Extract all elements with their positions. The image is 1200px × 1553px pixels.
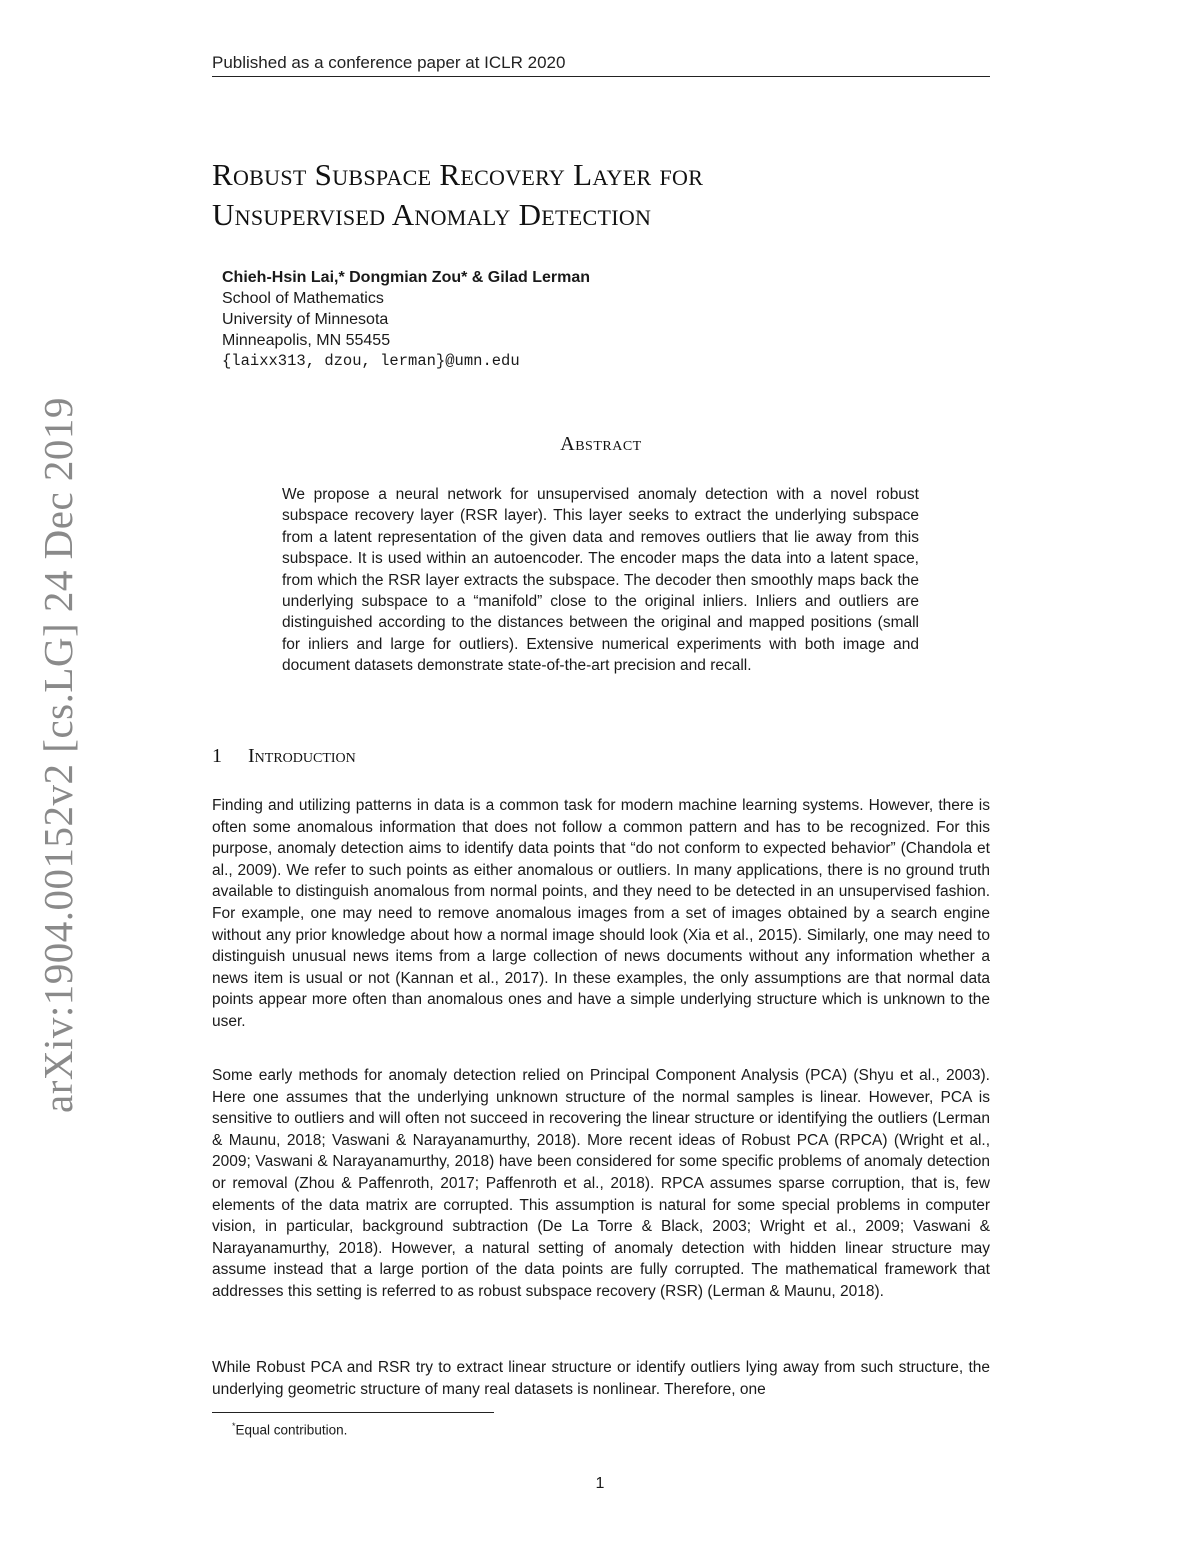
author-block (222, 267, 922, 372)
intro-paragraph-2: Some early methods for anomaly detection relied on Principal Component Analysis (PCA) (Shyu et al., 2003). Here one assumes that the underlying unknown structure of the normal samples is linear. However, PCA is sensitive to outliers and will often not succeed in recovering the linear structure or identifying the outliers (Lerman & Maunu, 2018; Vaswani & Narayanamurthy, 2018). More recent ideas of Robust PCA (RPCA) (Wright et al., 2009; Vaswani & Narayanamurthy, 2018) have been considered for some specific problems of anomaly detection or removal (Zhou & Paffenroth, 2017; Paffenroth et al., 2018). RPCA assumes sparse corruption, that is, few elements of the data matrix are corrupted. This assumption is natural for some special problems in computer vision, in particular, background subtraction (De La Torre & Black, 2003; Wright et al., 2009; Vaswani & Narayanamurthy, 2018). However, a natural setting of anomaly detection with hidden linear structure may assume instead that a large portion of the data points are fully corrupted. The mathematical framework that addresses this setting is referred to as robust subspace recovery (RSR) (Lerman & Maunu, 2018). (212, 1067, 990, 1300)
author-email: {laixx313, dzou, lerman}@umn.edu (222, 352, 520, 370)
header-rule (212, 76, 990, 77)
intro-paragraph-1: Finding and utilizing patterns in data is a common task for modern machine learning systems. However, there is often some anomalous information that does not follow a common pattern and has to be recognized. For this purpose, anomaly detection aims to identify data points that “do not conform to expected behavior” (Chandola et al., 2009). We refer to such points as either anomalous or outliers. In many applications, there is no ground truth available to distinguish anomalous from normal points, and they need to be detected in an unsupervised fashion. For example, one may need to remove anomalous images from a set of images obtained by a search engine without any prior knowledge about how a normal image should look (Xia et al., 2015). Similarly, one may need to distinguish unusual news items from a large collection of news documents without any information whether a news item is usual or not (Kannan et al., 2017). In these examples, the only assumptions are that normal data points appear more often than anomalous ones and have a simple underlying structure which is unknown to the user. (212, 797, 990, 1030)
affiliation-line: School of Mathematics (222, 290, 384, 307)
paper-title-line-2: Unsupervised Anomaly Detection (212, 197, 652, 232)
footnote-rule (212, 1412, 494, 1413)
page-number: 1 (595, 1475, 605, 1492)
section-number: 1 (212, 745, 222, 767)
intro-paragraph-3: While Robust PCA and RSR try to extract linear structure or identify outliers lying away from such structure, the underlying geometric structure of many real datasets is nonlinear. Therefore, one (212, 1359, 990, 1398)
section-title: Introduction (248, 745, 356, 767)
affiliation-line: Minneapolis, MN 55455 (222, 332, 391, 349)
abstract-body: We propose a neural network for unsupervised anomaly detection with a novel robust subspace recovery layer (RSR layer). This layer seeks to extract the underlying subspace from a latent representation of the given data and removes outliers that lie away from this subspace. It is used within an autoencoder. The encoder maps the data into a latent space, from which the RSR layer extracts the subspace. The decoder then smoothly maps back the underlying subspace to a “manifold” close to the original inliers. Inliers and outliers are distinguished according to the distances between the original and mapped positions (small for inliers and large for outliers). Extensive numerical experiments with both image and document datasets demonstrate state-of-the-art precision and recall. (282, 486, 919, 675)
footnote-text: Equal contribution. (235, 1422, 348, 1438)
footnote-mark: * (232, 1421, 236, 1431)
affiliation-line: University of Minnesota (222, 311, 389, 328)
paper-title (212, 155, 990, 235)
arxiv-identifier: arXiv:1904.00152v2 [cs.LG] 24 Dec 2019 (35, 397, 81, 1113)
arxiv-side-stamp (28, 397, 88, 1113)
paper-title-line-1: Robust Subspace Recovery Layer for (212, 157, 704, 192)
abstract-heading: Abstract (560, 433, 642, 455)
running-header: Published as a conference paper at ICLR 2020 (212, 53, 566, 72)
section-heading-introduction (212, 744, 990, 768)
author-names: Chieh-Hsin Lai,* Dongmian Zou* & Gilad Lerman (222, 269, 591, 286)
footnote (232, 1417, 832, 1440)
